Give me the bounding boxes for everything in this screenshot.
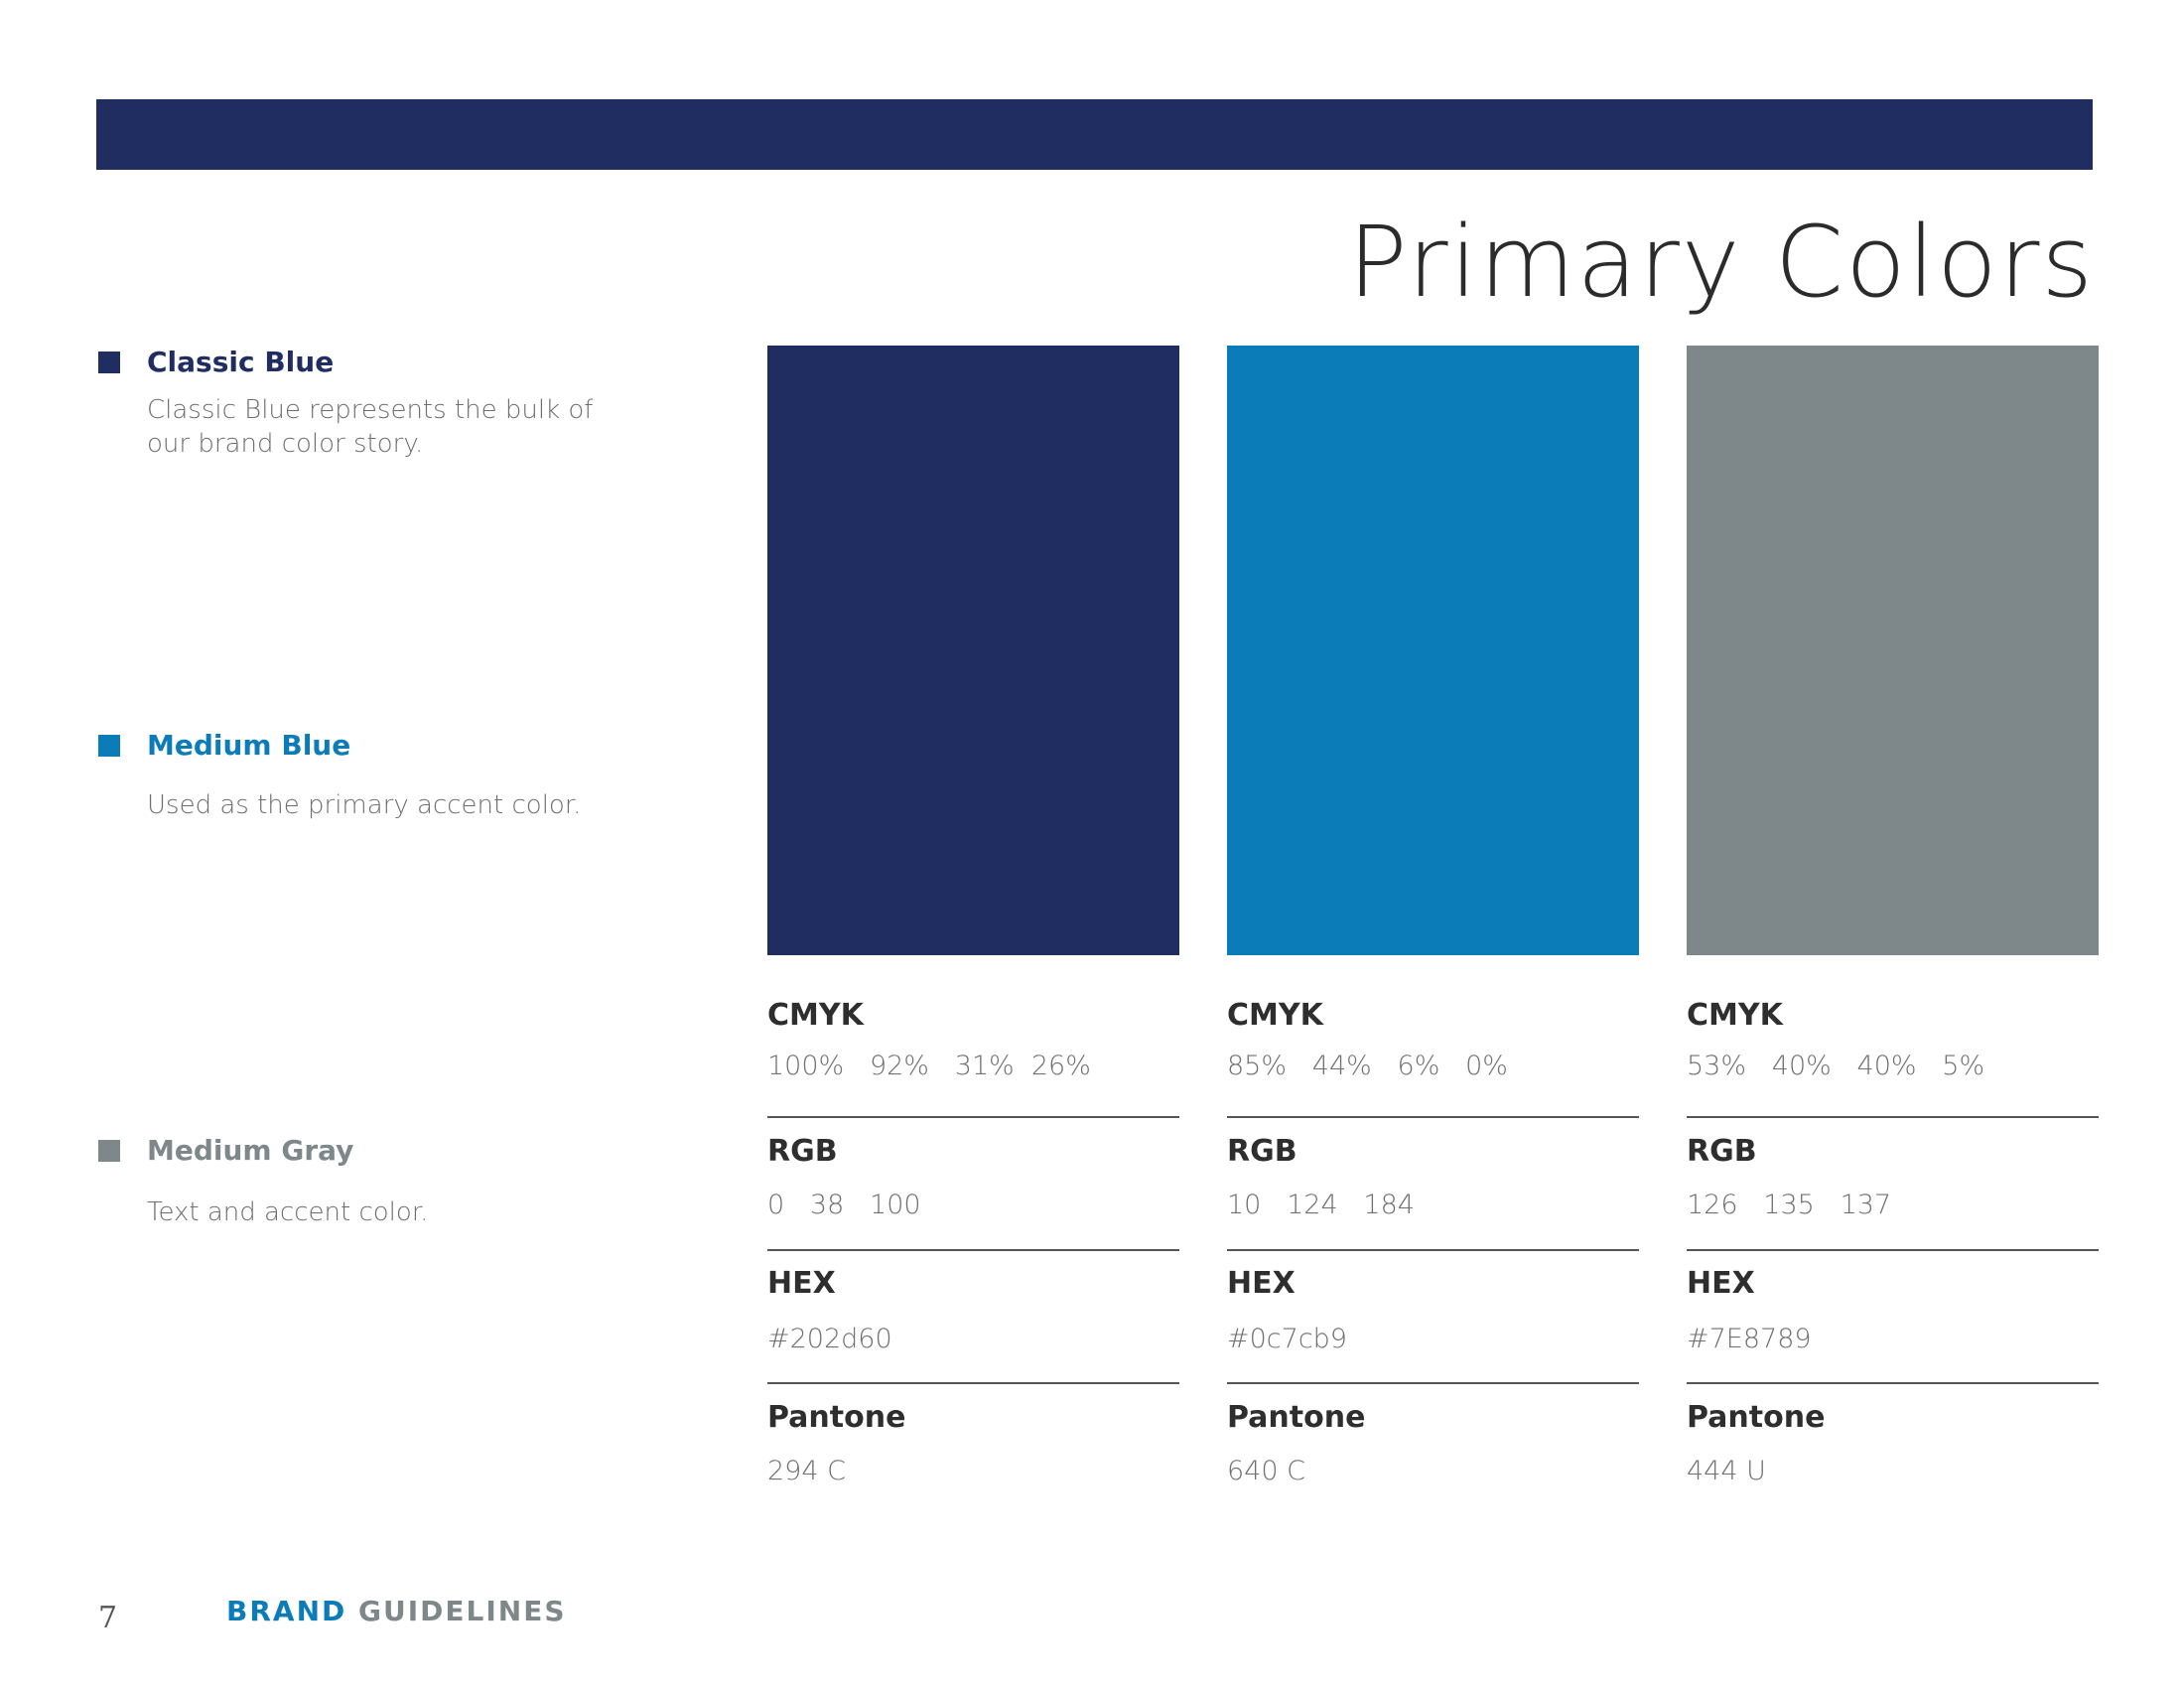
rgb-label: RGB <box>1687 1134 1757 1169</box>
divider <box>767 1382 1179 1384</box>
hex-label: HEX <box>767 1266 836 1301</box>
cmyk-value: 100% 92% 31% 26% <box>767 1051 1091 1081</box>
swatch-classic-blue <box>767 346 1179 955</box>
legend-name: Medium Blue <box>147 729 351 762</box>
cmyk-label: CMYK <box>1687 998 1783 1033</box>
divider <box>767 1116 1179 1118</box>
legend-name: Medium Gray <box>147 1134 354 1167</box>
cmyk-value: 53% 40% 40% 5% <box>1687 1051 1985 1081</box>
cmyk-label: CMYK <box>767 998 864 1033</box>
hex-value: #7E8789 <box>1687 1324 1812 1354</box>
header-bar <box>96 99 2093 170</box>
rgb-label: RGB <box>1227 1134 1297 1169</box>
legend-name: Classic Blue <box>147 346 335 378</box>
cmyk-label: CMYK <box>1227 998 1323 1033</box>
footer-brand-word2: GUIDELINES <box>358 1595 567 1627</box>
pantone-value: 640 C <box>1227 1456 1305 1486</box>
medium-gray-square-icon <box>98 1140 120 1162</box>
legend-description: Classic Blue represents the bulk of our brand color story. <box>147 395 594 459</box>
pantone-value: 444 U <box>1687 1456 1766 1486</box>
hex-value: #0c7cb9 <box>1227 1324 1347 1354</box>
page-number: 7 <box>98 1601 118 1635</box>
legend-description: Used as the primary accent color. <box>147 790 582 820</box>
pantone-label: Pantone <box>1227 1400 1366 1435</box>
divider <box>1227 1116 1639 1118</box>
hex-value: #202d60 <box>767 1324 892 1354</box>
footer-brand <box>226 1595 567 1627</box>
classic-blue-square-icon <box>98 352 120 373</box>
pantone-label: Pantone <box>1687 1400 1826 1435</box>
divider <box>1227 1382 1639 1384</box>
divider <box>767 1249 1179 1251</box>
rgb-value: 0 38 100 <box>767 1190 921 1220</box>
pantone-label: Pantone <box>767 1400 906 1435</box>
divider <box>1687 1116 2099 1118</box>
hex-label: HEX <box>1227 1266 1296 1301</box>
pantone-value: 294 C <box>767 1456 846 1486</box>
hex-label: HEX <box>1687 1266 1755 1301</box>
swatch-medium-gray <box>1687 346 2099 955</box>
divider <box>1687 1382 2099 1384</box>
page-title: Primary Colors <box>1347 206 2095 320</box>
rgb-label: RGB <box>767 1134 838 1169</box>
swatch-medium-blue <box>1227 346 1639 955</box>
rgb-value: 10 124 184 <box>1227 1190 1415 1220</box>
rgb-value: 126 135 137 <box>1687 1190 1892 1220</box>
divider <box>1227 1249 1639 1251</box>
divider <box>1687 1249 2099 1251</box>
cmyk-value: 85% 44% 6% 0% <box>1227 1051 1508 1081</box>
medium-blue-square-icon <box>98 735 120 757</box>
footer-brand-word1: BRAND <box>226 1595 347 1627</box>
legend-description: Text and accent color. <box>147 1197 429 1227</box>
